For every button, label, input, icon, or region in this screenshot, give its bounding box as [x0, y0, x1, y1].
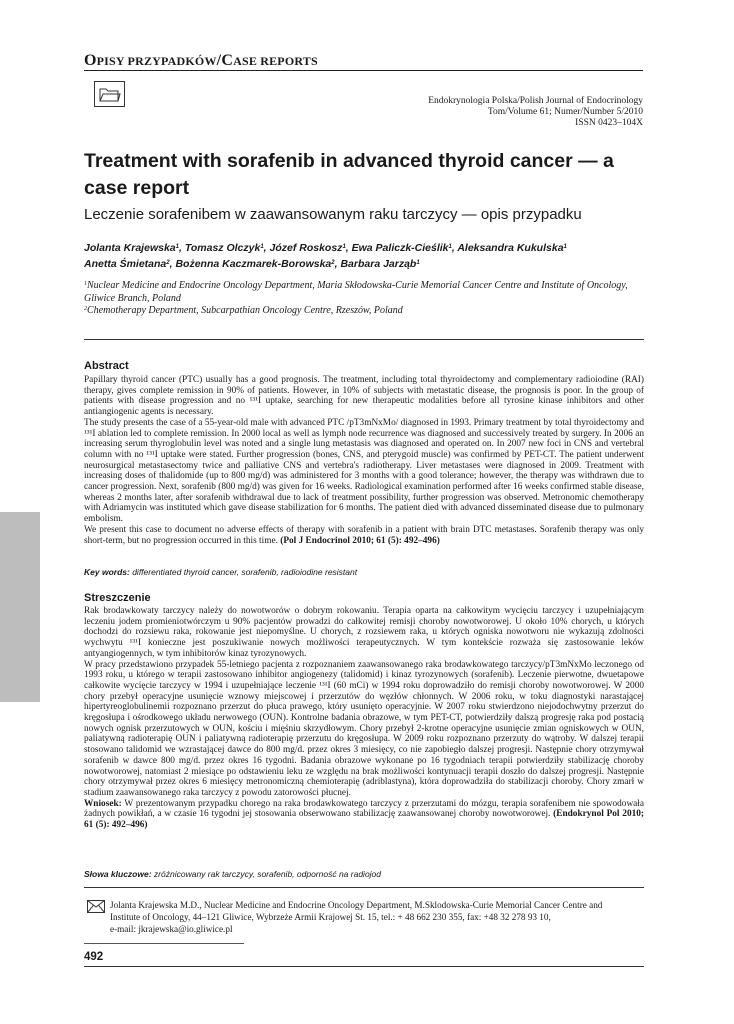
abstract-heading: Abstract: [84, 360, 129, 372]
streszczenie-body: [84, 606, 644, 831]
correspondence-rule: [84, 943, 244, 944]
abstract-keywords: Key words: differentiated thyroid cancer, sorafenib, radioiodine resistant: [84, 567, 358, 577]
author: Jolanta Krajewska$^1$,: [84, 242, 185, 254]
author: Bożenna Kaczmarek-Borowska$^2$,: [175, 258, 341, 270]
section-header-separator: /: [216, 52, 222, 69]
author: Barbara Jarząb$^1$: [340, 258, 420, 270]
abstract-citation: (Pol J Endocrinol 2010; 61 (5): 492–496): [280, 535, 440, 546]
journal-info: [428, 96, 643, 129]
author: Aleksandra Kukulska$^1$: [457, 242, 567, 254]
streszczenie-heading: Streszczenie: [84, 592, 151, 604]
streszczenie-paragraph: Rak brodawkowaty tarczycy należy do nowotworów o dobrym rokowaniu. Terapia oparta na całkowitym wycięciu tarczycy i uzupełniającym leczeniu jodem promieniotwórczym u 90% pacjentów prowadzi do całkowitej remisji choroby nowotworowej. U około 10% chorych, u których dochodzi do rozsiewu raka, rokowanie jest niepomyślne. U chorych, z rozsiewem raka, u których ogniska nowotworu nie wykazują zdolności wychwytu ¹³¹I konieczne jest poszukiwanie nowych możliwości terapeutycznych. W tym kontekście rozważa się zastosowanie leków antyangiogennych, w tym inhibitorów kinaz tyrozynowych.: [84, 606, 644, 659]
author: Józef Roskosz$^1$,: [269, 242, 352, 254]
article-title: Treatment with sorafenib in advanced thyroid cancer — a case report: [84, 150, 614, 199]
journal-name: Endokrynologia Polska/Polish Journal of Endocrinology: [428, 96, 643, 106]
author-list: [84, 240, 624, 272]
journal-issn: ISSN 0423–104X: [575, 118, 643, 128]
streszczenie-paragraph: W pracy przedstawiono przypadek 55-letniego pacjenta z rozpoznaniem zaawansowanego raka brodawkowatego tarczycy/pT3mNxMo leczonego od 1993 roku, u którego w terapii zastosowano inhibitor angiogenezy (talidomid) i kinaz tyrozynowych (sorafenib). Leczenie pierwotne, dwuetapowe całkowite wycięcie tarczycy w 1994 i uzupełniające leczenie ¹³¹I (60 mCi) w 1994 roku doprowadziło do remisji choroby nowotworowej. W 2000 chory przebył operacyjne usunięcie wznowy miejscowej i przerzutów do węzłów chłonnych. W 2006 roku, w toku diagnostyki narastającej hipertyreoglobulinemii rozpoznano przerzut do płuca prawego, który usunięto operacyjnie. W 2007 roku stwierdzono niejodochwytny przerzut do kręgosłupa i ośrodkowego układu nerwowego (OUN). Kontrolne badania obrazowe, w tym PET-CT, potwierdziły dalszą progresję raka pod postacią nowych ognisk przerzutowych w OUN, kościu i mięśniu skrzydłowym. Chory przebył 2-krotne operacyjne usunięcie zmian ogniskowych w OUN, paliatywną radioterapię OUN i paliatywną radioterapię przerzutu do kręgosłupa. W 2009 roku rozpoznano przerzuty do wątroby. W dalszej terapii stosowano talidomid we wzrastającej dawce do 800 mg/d. przez okres 3 miesięcy, co nie zapobiegło dalszej progresji. Następnie chory otrzymywał sorafenib w dawce 800 mg/d. przez okres 16 tygodni. Badania obrazowe wykonane po 16 tygodniach terapii potwierdziły stabilizację choroby nowotworowej, natomiast 2 miesiące po odstawieniu leku ze względu na brak możliwości kontynuacji terapii doszło do dalszej progresji. Następnie chory otrzymywał przez okres 6 miesięcy metronomiczną chemioterapię (adriblastyna), która doprowadziła do stabilizacji choroby. Chory zmarł w stadium zaawansowanego raka tarczycy z powodu zatorowości płucnej.: [84, 659, 644, 798]
abstract-paragraph: We present this case to document no adverse effects of therapy with sorafenib in a patient with brain DTC metastases. Sorafenib therapy was only short-term, but no progression occurred in this time. (Pol J Endocrinol 2010; 61 (5): 492–496): [84, 524, 644, 546]
correspondence-email: e-mail: jkrajewska@io.gliwice.pl: [110, 924, 233, 934]
affiliation: $^2$Chemotherapy Department, Subcarpathian Oncology Centre, Rzeszów, Poland: [84, 305, 403, 316]
folder-icon: [99, 86, 121, 103]
correspondence-line: Jolanta Krajewska M.D., Nuclear Medicine and Endocrine Oncology Department, M.Sklodowska-Curie Memorial Cancer Centre and: [110, 900, 603, 910]
journal-volume: Tom/Volume 61; Numer/Number 5/2010: [487, 107, 643, 117]
title-rule: [84, 339, 644, 340]
affiliation: $^1$Nuclear Medicine and Endocrine Oncology Department, Maria Skłodowska-Curie Memorial Cancer Centre and Institute of Oncology, Gliwice Branch, Poland: [84, 280, 628, 304]
correspondence-address: [110, 899, 635, 935]
streszczenie-citation: (Endokrynol Pol 2010; 61 (5): 492–496): [84, 809, 644, 831]
abstract-paragraph: Papillary thyroid cancer (PTC) usually has a good prognosis. The treatment, including total thyroidectomy and complementary radioiodine (RAI) therapy, gives complete remission in 90% of patients. However, in 10% of subjects with metastatic disease, the prognosis is poor. In the group of patients with disease progression and no ¹³¹I uptake, searching for new therapeutic modalities before all tyrosine kinase inhibitors and other antiangiogenic agents is necessary.: [84, 375, 644, 418]
author: Tomasz Olczyk$^1$,: [184, 242, 270, 254]
section-header-initial: C: [221, 52, 234, 69]
side-tab: [0, 512, 40, 702]
streszczenie-keywords: Słowa kluczowe: zróżnicowany rak tarczycy, sorafenib, odporność na radiojod: [84, 869, 382, 879]
correspondence-line: Institute of Oncology, 44–121 Gliwice, Wybrzeże Armii Krajowej St. 15, tel.: + 48 662 230 355, fax: +48 32 278 93 10,: [110, 912, 551, 922]
section-header-initial: O: [84, 52, 97, 69]
author: Anetta Śmietana$^2$,: [84, 258, 176, 270]
article-subtitle: Leczenie sorafenibem w zaawansowanym raku tarczycy — opis przypadku: [84, 206, 582, 223]
author: Ewa Paliczk-Cieślik$^1$,: [351, 242, 458, 254]
footer-rule: [84, 966, 644, 967]
header-rule: [84, 70, 643, 71]
section-header-text: PISY PRZYPADKÓW: [96, 54, 217, 68]
streszczenie-paragraph: Wniosek: W prezentowanym przypadku chorego na raka brodawkowatego tarczycy z przerzutami do mózgu, terapia sorafenibem nie spowodowała żadnych powikłań, a w czasie 16 tygodni jej stosowania obserwowano stabilizację zaawansowanej choroby nowotworowej. (Endokrynol Pol 2010; 61 (5): 492–496): [84, 798, 645, 831]
envelope-icon: [87, 900, 105, 913]
abstract-body: [84, 375, 644, 546]
section-header-text: ASE REPORTS: [233, 54, 318, 68]
keywords-rule: [84, 887, 644, 888]
page-number: 492: [84, 951, 104, 963]
affiliations: [84, 280, 644, 318]
section-header: [84, 52, 318, 70]
abstract-paragraph: The study presents the case of a 55-year-old male with advanced PTC /pT3mNxMo/ diagnosed in 1993. Primary treatment by total thyroidectomy and ¹³¹I ablation led to complete remission. In 2000 local as well as lymph node recurrence was diagnosed and successively treated by surgery. In 2006 an increasing serum thyroglobulin level was noted and a single lung metastasis was diagnosed and operated on. In 2007 new foci in CNS and vertebral column with no ¹³¹I uptake were stated. Further progression (bones, CNS, and pterygoid muscle) was confirmed by PET-CT. The patient underwent neurosurgical metastasectomy twice and palliative CNS and vertebra's radiotherapy. Liver metastases were diagnosed in 2009. Treatment with increasing doses of thalidomide (up to 800 mg/d) was administered for 3 months with a good tolerance; however, the therapy was withdrawn due to cancer progression. Next, sorafenib (800 mg/d) was given for 16 weeks. Radiological examination performed after 16 weeks confirmed stable disease, whereas 2 months later, after sorafenib withdrawal due to lack of treatment possibility, further progression was observed. Metronomic chemotherapy with Adriamycin was instituted which gave disease stabilization for 6 months. The patient died with advanced disseminated disease due to pulmonary embolism.: [84, 417, 644, 525]
folder-icon-box: [94, 81, 125, 107]
